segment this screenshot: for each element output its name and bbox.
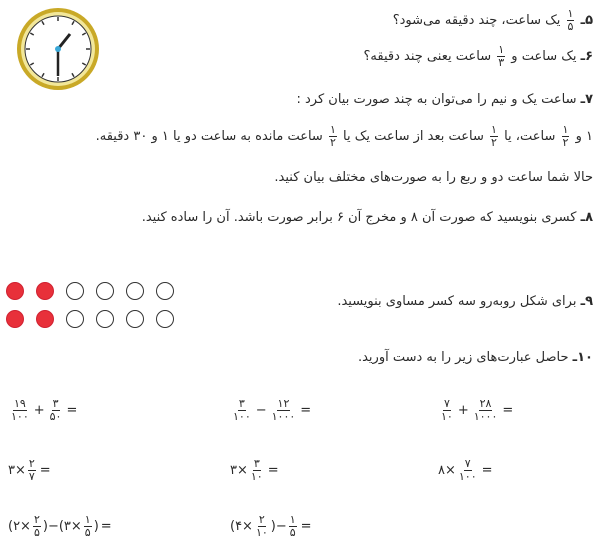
question-8: ۸ـ کسری بنویسید که صورت آن ۸ و مخرج آن ۶ برابر صورت باشد. آن را ساده کنید. bbox=[141, 210, 593, 225]
dot-empty bbox=[96, 310, 114, 328]
expression-5: ۳× $\frac{۳}{۱۰}$ = bbox=[230, 457, 279, 483]
dot-empty bbox=[126, 282, 144, 300]
question-7-line-2: ۱ و $\frac{۱}{۲}$ ساعت، یا $\frac{۱}{۲}$ ساعت بعد از ساعت یک یا $\frac{۱}{۲}$ ساعت مانده به ساعت دو یا ۱ و ۳۰ دقیقه. bbox=[95, 123, 593, 149]
dot-filled bbox=[36, 310, 54, 328]
question-9: ۹ـ برای شکل روبه‌رو سه کسر مساوی بنویسید. bbox=[337, 294, 593, 309]
fraction: $\frac{۱}{۲}$ bbox=[562, 123, 569, 149]
dot-empty bbox=[156, 282, 174, 300]
expression-8: (۴× $\frac{۲}{۱۰}$ )− $\frac{۱}{۵}$ = bbox=[230, 513, 312, 539]
expression-1: $\frac{۱۹}{۱۰۰}$ + $\frac{۳}{۵۰}$ = bbox=[11, 397, 78, 423]
dot-empty bbox=[156, 310, 174, 328]
dot-empty bbox=[66, 282, 84, 300]
expression-6: ۸× $\frac{۷}{۱۰۰}$ = bbox=[438, 457, 493, 483]
question-10: ۱۰ـ حاصل عبارت‌های زیر را به دست آورید. bbox=[357, 350, 593, 365]
fraction: $\frac{۱}{۵}$ bbox=[567, 7, 574, 33]
dot-filled bbox=[6, 282, 24, 300]
fraction: $\frac{۱}{۲}$ bbox=[329, 123, 336, 149]
question-7-line-3: حالا شما ساعت دو و ربع را به صورت‌های مختلف بیان کنید. bbox=[274, 170, 593, 185]
dot-empty bbox=[126, 310, 144, 328]
dot-filled bbox=[6, 310, 24, 328]
fraction: $\frac{۱}{۲}$ bbox=[491, 123, 497, 149]
question-5: ۵ـ $\frac{۱}{۵}$ یک ساعت، چند دقیقه می‌شود؟ bbox=[392, 7, 593, 33]
dot-filled bbox=[36, 282, 54, 300]
dot-empty bbox=[66, 310, 84, 328]
expression-2: $\frac{۳}{۱۰۰}$ − $\frac{۱۲}{۱۰۰۰}$ = bbox=[233, 397, 312, 423]
question-7: ۷ـ ساعت یک و نیم را می‌توان به چند صورت بیان کرد : bbox=[296, 92, 593, 107]
clock-illustration bbox=[15, 6, 101, 92]
expression-3: $\frac{۷}{۱۰}$ + $\frac{۲۸}{۱۰۰۰}$ = bbox=[441, 397, 514, 423]
question-6: ۶ـ یک ساعت و $\frac{۱}{۳}$ ساعت یعنی چند دقیقه؟ bbox=[363, 43, 593, 69]
expression-4: ۳× $\frac{۲}{۷}$ = bbox=[8, 457, 51, 483]
expression-7: (۲× $\frac{۲}{۵}$ )−(۳× $\frac{۱}{۵}$ ) = bbox=[8, 513, 112, 539]
dot-empty bbox=[96, 282, 114, 300]
fraction: $\frac{۱}{۳}$ bbox=[498, 43, 505, 69]
